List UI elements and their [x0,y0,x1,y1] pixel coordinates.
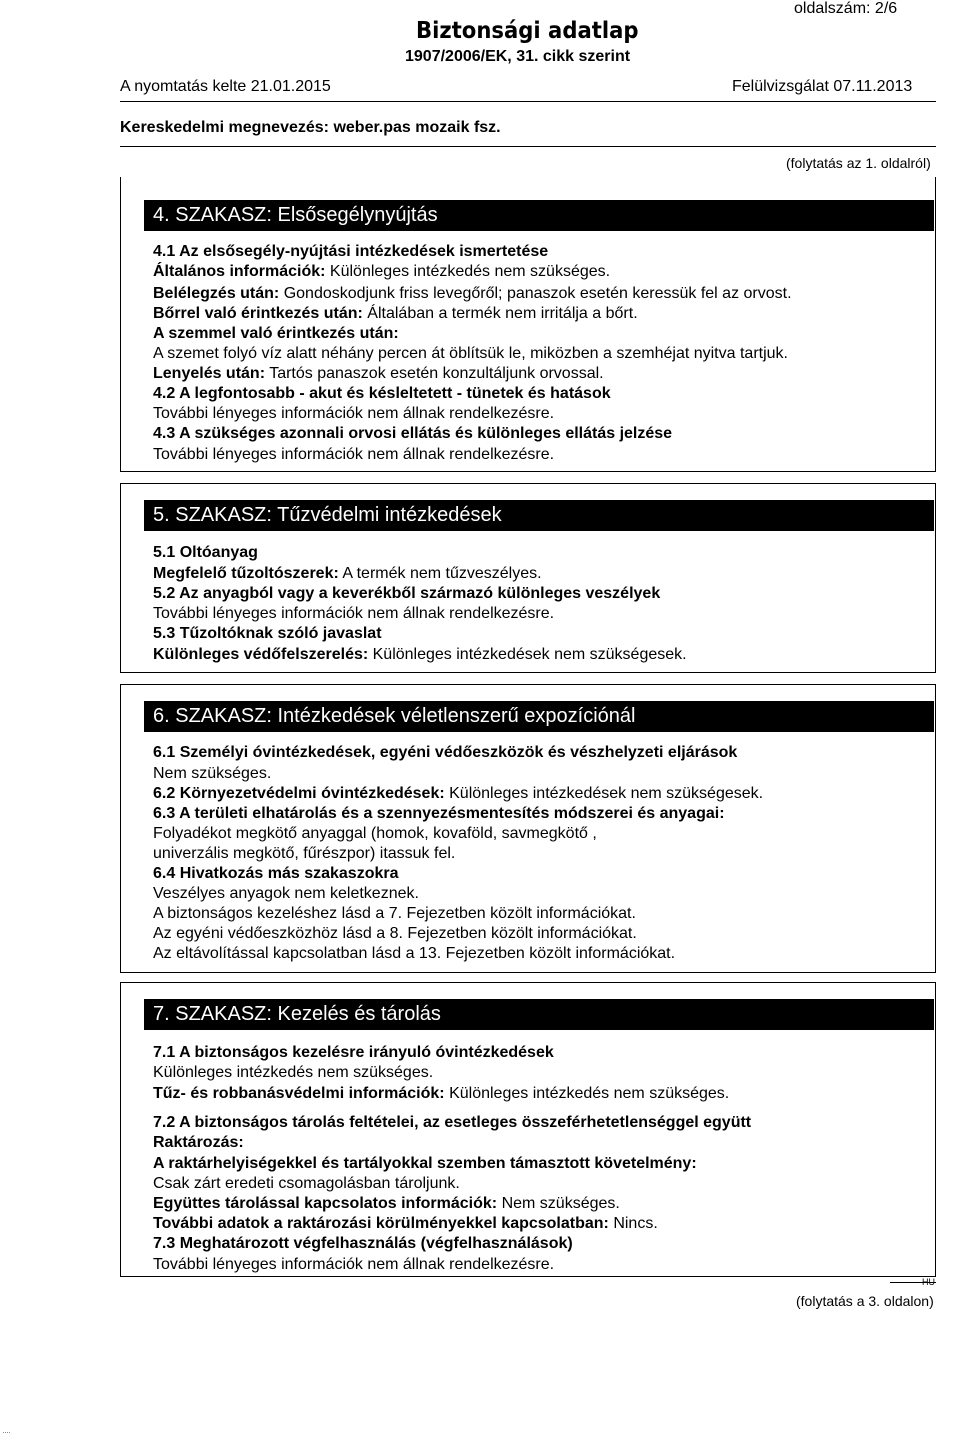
joint-storage-text: Nem szükséges. [497,1195,620,1212]
protective-equipment-text: Különleges intézkedések nem szükségesek. [368,646,687,663]
section-4-heading: 4. SZAKASZ: Elsősegélynyújtás [144,200,934,231]
subsection-4-2-text: További lényeges információk nem állnak rendelkezésre. [153,405,555,422]
general-info-label: Általános információk: [153,263,326,280]
subsection-6-3-text-1: Folyadékot megkötő anyaggal (homok, kovaföld, savmegkötő , [153,825,597,842]
trade-rule [120,146,936,147]
subsection-6-4-text-2: A biztonságos kezeléshez lásd a 7. Fejezetben közölt információkat. [153,905,636,922]
extinguishing-media-text: A termék nem tűzveszélyes. [338,565,542,582]
subsection-6-3-heading: 6.3 A területi elhatárolás és a szennyezésmentesítés módszerei és anyagai: [153,805,725,822]
protective-equipment-label: Különleges védőfelszerelés: [153,646,369,663]
subsection-5-2-text: További lényeges információk nem állnak rendelkezésre. [153,605,555,622]
storage-requirements-text: Csak zárt eredeti csomagolásban tároljunk. [153,1175,460,1192]
environmental-precautions-text: Különleges intézkedések nem szükségesek. [444,785,764,802]
ingestion-line [153,364,604,384]
subsection-7-1-heading: 7.1 A biztonságos kezelésre irányuló óvintézkedések [153,1044,554,1061]
section-5-heading: 5. SZAKASZ: Tűzvédelmi intézkedések [144,500,934,531]
protective-equipment-line [153,645,687,665]
subsection-4-3-text: További lényeges információk nem állnak rendelkezésre. [153,446,555,463]
page-number: oldalszám: 2/6 [794,0,898,17]
skin-contact-label: Bőrrel való érintkezés után: [153,305,363,322]
subsection-5-3-heading: 5.3 Tűzoltóknak szóló javaslat [153,625,382,642]
subsection-7-3-heading: 7.3 Meghatározott végfelhasználás (végfelhasználások) [153,1235,573,1252]
fire-explosion-line [153,1084,729,1104]
storage-label: Raktározás: [153,1134,244,1151]
storage-requirements-label: A raktárhelyiségekkel és tartályokkal szemben támasztott követelmény: [153,1155,697,1172]
subsection-4-3-heading: 4.3 A szükséges azonnali orvosi ellátás és különleges ellátás jelzése [153,425,673,442]
subsection-6-3-text-2: univerzális megkötő, fűrészpor) itassuk fel. [153,845,456,862]
subsection-6-4-text-3: Az egyéni védőeszközhöz lásd a 8. Fejezetben közölt információkat. [153,925,637,942]
corner-mark [3,1428,10,1433]
inhalation-text: Gondoskodjunk friss levegőről; panaszok esetén keressük fel az orvost. [279,285,792,302]
ingestion-text: Tartós panaszok esetén konzultáljunk orvossal. [265,365,604,382]
subsection-5-2-heading: 5.2 Az anyagból vagy a keverékből származó különleges veszélyek [153,585,661,602]
section-6-heading: 6. SZAKASZ: Intézkedések véletlenszerű expozíciónál [144,701,934,732]
trade-name: Kereskedelmi megnevezés: weber.pas mozaik fsz. [120,119,501,136]
skin-contact-text: Általában a termék nem irritálja a bőrt. [362,305,638,322]
subsection-7-3-text: További lényeges információk nem állnak rendelkezésre. [153,1256,555,1273]
eye-contact-text: A szemet folyó víz alatt néhány percen át öblítsük le, miközben a szemhéjat nyitva tartjuk. [153,345,788,362]
subsection-6-4-text-4: Az eltávolítással kapcsolatban lásd a 13. Fejezetben közölt információkat. [153,945,676,962]
continued-to-note: (folytatás a 3. oldalon) [796,1293,934,1309]
ingestion-label: Lenyelés után: [153,365,266,382]
joint-storage-label: Együttes tárolással kapcsolatos információk: [153,1195,498,1212]
language-code: HU [922,1277,935,1287]
general-info-line [153,262,610,282]
subsection-5-1-heading: 5.1 Oltóanyag [153,544,258,561]
further-storage-text: Nincs. [608,1215,658,1232]
subsection-7-1-text: Különleges intézkedés nem szükséges. [153,1064,434,1081]
print-date: A nyomtatás kelte 21.01.2015 [120,78,331,95]
subsection-6-1-text: Nem szükséges. [153,765,272,782]
further-storage-label: További adatok a raktározási körülményekkel kapcsolatban: [153,1215,609,1232]
general-info-text: Különleges intézkedés nem szükséges. [325,263,611,280]
section-7-heading: 7. SZAKASZ: Kezelés és tárolás [144,999,934,1030]
regulation-reference: 1907/2006/EK, 31. cikk szerint [405,48,631,65]
extinguishing-media-label: Megfelelő tűzoltószerek: [153,565,339,582]
fire-explosion-text: Különleges intézkedés nem szükséges. [444,1085,730,1102]
eye-contact-label: A szemmel való érintkezés után: [153,325,399,342]
continued-from-note: (folytatás az 1. oldalról) [786,155,931,171]
revision-date: Felülvizsgálat 07.11.2013 [732,78,913,95]
subsection-4-2-heading: 4.2 A legfontosabb - akut és késleltetett - tünetek és hatások [153,385,611,402]
environmental-precautions-label: 6.2 Környezetvédelmi óvintézkedések: [153,785,445,802]
environmental-precautions-line [153,784,763,804]
joint-storage-line [153,1194,620,1214]
subsection-6-1-heading: 6.1 Személyi óvintézkedések, egyéni védőeszközök és vészhelyzeti eljárások [153,744,738,761]
subsection-6-4-text-1: Veszélyes anyagok nem keletkeznek. [153,885,419,902]
header-rule [120,101,936,102]
inhalation-label: Belélegzés után: [153,285,280,302]
skin-contact-line [153,304,638,324]
extinguishing-media-line [153,564,542,584]
fire-explosion-label: Tűz- és robbanásvédelmi információk: [153,1085,445,1102]
subsection-7-2-heading: 7.2 A biztonságos tárolás feltételei, az esetleges összeférhetetlenséggel együtt [153,1114,752,1131]
subsection-6-4-heading: 6.4 Hivatkozás más szakaszokra [153,865,399,882]
subsection-4-1-heading: 4.1 Az elsősegély-nyújtási intézkedések ismertetése [153,243,549,260]
inhalation-line [153,284,792,304]
further-storage-line [153,1214,658,1234]
document-title: Biztonsági adatlap [416,18,639,44]
